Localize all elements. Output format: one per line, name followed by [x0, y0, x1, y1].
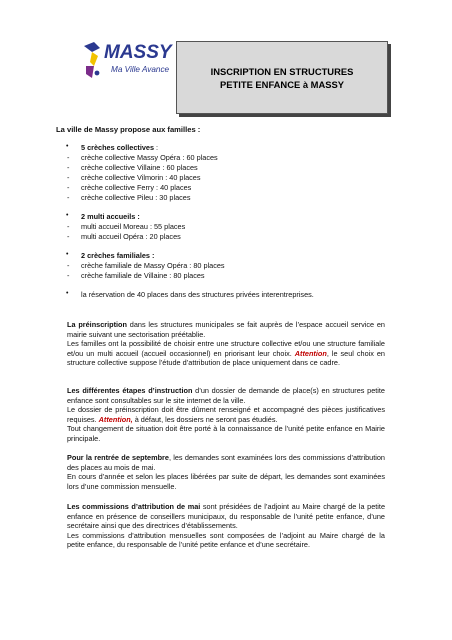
group-heading: 2 crèches familiales : — [81, 251, 155, 260]
list-item: multi accueil Opéra : 20 places — [81, 232, 181, 241]
group-heading: 5 crèches collectives : — [81, 143, 159, 152]
list-item: crèche collective Villaine : 60 places — [81, 163, 198, 172]
bullet-dot-icon: • — [66, 143, 69, 150]
list-item: la réservation de 40 places dans des structures privées interentreprises. — [81, 290, 314, 299]
paragraph-preinscription: La préinscription dans les structures municipales se fait auprès de l’espace accueil service en mairie suivant une sectorisation préétablie. Les familles ont la possibilité de choisir entre une structure collective et/ou une structure familiale et/ou un multi accueil (accueil occasionnel) en priorisant leur choix. Attention, le seul choix en structure collective suppose l’étude d’attribution de place uniquement dans ce cadre. — [67, 320, 385, 368]
logo-tagline: Ma Ville Avance — [111, 65, 170, 74]
list-item: crèche collective Ferry : 40 places — [81, 183, 192, 192]
list-item: crèche familiale de Villaine : 80 places — [81, 271, 205, 280]
list-item: crèche familiale de Massy Opéra : 80 places — [81, 261, 225, 270]
massy-logo-mark-icon — [82, 40, 104, 82]
massy-logo — [82, 40, 177, 82]
list-item: crèche collective Massy Opéra : 60 places — [81, 153, 218, 162]
bullet-dot-icon: • — [66, 251, 69, 258]
page-title-line-1: INSCRIPTION EN STRUCTURES — [210, 65, 354, 77]
list-item: crèche collective Pileu : 30 places — [81, 193, 191, 202]
intro-text: La ville de Massy propose aux familles : — [56, 125, 201, 134]
page-title-box — [176, 41, 388, 114]
list-item: multi accueil Moreau : 55 places — [81, 222, 186, 231]
list-item: crèche collective Vilmorin : 40 places — [81, 173, 201, 182]
logo-brand: MASSY — [104, 42, 172, 63]
paragraph-etapes-instruction: Les différentes étapes d’instruction d’un dossier de demande de place(s) en structures petite enfance sont consultables sur le site internet de la ville. Le dossier de préinscription doit être dûment renseigné et accompagné des pièces justificatives requises. Attention, à défaut, les dossiers ne seront pas étudiés. Tout changement de situation doit être porté à la connaissance de l’unité petite enfance en Mairie principale. — [67, 386, 385, 443]
paragraph-commissions: Les commissions d’attribution de mai sont présidées de l’adjoint au Maire chargé de la petite enfance en présence de conseillers municipaux, du responsable de l’unité petite enfance, d’une secrétaire ainsi que des directrices d’établissements. Les commissions d’attribution mensuelles sont composées de l’adjoint au Maire chargé de la petite enfance, du responsable de l’unité petite enfance et d’une secrétaire. — [67, 502, 385, 550]
bullet-dot-icon: • — [66, 212, 69, 219]
paragraph-rentree-septembre: Pour la rentrée de septembre, les demandes sont examinées lors des commissions d’attribution des places au mois de mai. En cours d’année et selon les places libérées par suite de départ, les demandes sont examinées lors d’une commission mensuelle. — [67, 453, 385, 491]
bullet-dot-icon: • — [66, 290, 69, 297]
group-heading: 2 multi accueils : — [81, 212, 140, 221]
page-title-line-2: PETITE ENFANCE à MASSY — [220, 78, 344, 90]
